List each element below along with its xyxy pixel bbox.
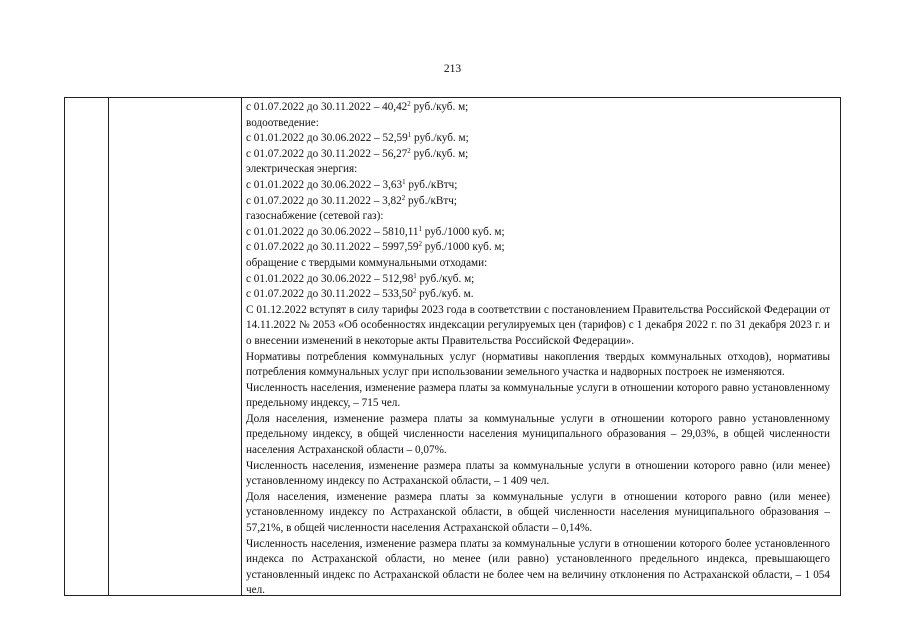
column-divider-1	[108, 98, 109, 595]
paragraph-share-regional-index: Доля населения, изменение размера платы за коммунальные услуги в отношении которого равно (или менее) установленному индексу по Астраханской области, в общей численности населения муниципального образования – 57,21%, в общей численности населения Астраханской области – 0,14%.	[246, 490, 830, 535]
tariff-line: с 01.01.2022 до 30.06.2022 – 52,59$^1$ руб./куб. м;	[246, 131, 469, 145]
paragraph-share-limit-index: Доля населения, изменение размера платы за коммунальные услуги в отношении которого равно установленному предельному индексу, в общей численности населения муниципального образования – 29,03%, в общей численности населения Астраханской области – 0,07%.	[246, 412, 830, 457]
column-divider-2	[241, 98, 242, 595]
paragraph-population-regional-index: Численность населения, изменение размера платы за коммунальные услуги в отношении которого равно (или менее) установленному индексу по Астраханской области, – 1 409 чел.	[246, 459, 830, 488]
tariff-line: с 01.07.2022 до 30.11.2022 – 56,27$^2$ руб./куб. м;	[246, 146, 469, 160]
paragraph-norms: Нормативы потребления коммунальных услуг (нормативы накопления твердых коммунальных отходов), нормативы потребления коммунальных услуг при использовании земельного участка и надворных построек не изменяются.	[246, 350, 830, 379]
document-table	[64, 97, 841, 596]
tariff-line: с 01.01.2022 до 30.06.2022 – 512,98$^1$ руб./куб. м;	[246, 271, 475, 285]
tariff-line: с 01.07.2022 до 30.11.2022 – 40,42$^2$ руб./куб. м;	[246, 100, 469, 113]
table-cell-content	[246, 100, 830, 599]
paragraph-population-above-index: Численность населения, изменение размера платы за коммунальные услуги в отношении которого более установленного индекса по Астраханской области, но менее (или равно) установленного предельного индекса, превышающего установленный индекс по Астраханской области не более чем на величину отклонения по Астраханской области, – 1 054 чел.	[246, 537, 830, 597]
service-heading: электрическая энергия:	[246, 163, 358, 176]
tariff-line: с 01.07.2022 до 30.11.2022 – 3,82$^2$ руб./кВтч;	[246, 193, 457, 207]
paragraph-tariffs-2023: С 01.12.2022 вступят в силу тарифы 2023 года в соответствии с постановлением Правительства Российской Федерации от 14.11.2022 № 2053 «Об особенностях индексации регулируемых цен (тарифов) с 1 декабря 2022 г. по 31 декабря 2023 г. и о внесении изменений в некоторые акты Правительства Российской Федерации».	[246, 303, 830, 347]
service-heading: водоотведение:	[246, 116, 319, 129]
page-number: 213	[443, 63, 462, 75]
service-heading: газоснабжение (сетевой газ):	[246, 210, 384, 223]
paragraph-population-limit-index: Численность населения, изменение размера платы за коммунальные услуги в отношении которого равно установленному предельному индексу, – 715 чел.	[246, 381, 830, 410]
service-heading: обращение с твердыми коммунальными отходами:	[246, 256, 488, 269]
tariff-line: с 01.01.2022 до 30.06.2022 – 3,63$^1$ руб./кВтч;	[246, 177, 458, 191]
tariff-line: с 01.07.2022 до 30.11.2022 – 5997,59$^2$ руб./1000 куб. м;	[246, 240, 505, 254]
tariff-line: с 01.01.2022 до 30.06.2022 – 5810,11$^1$ руб./1000 куб. м;	[246, 224, 505, 238]
tariff-line: с 01.07.2022 до 30.11.2022 – 533,50$^2$ руб./куб. м.	[246, 287, 474, 301]
